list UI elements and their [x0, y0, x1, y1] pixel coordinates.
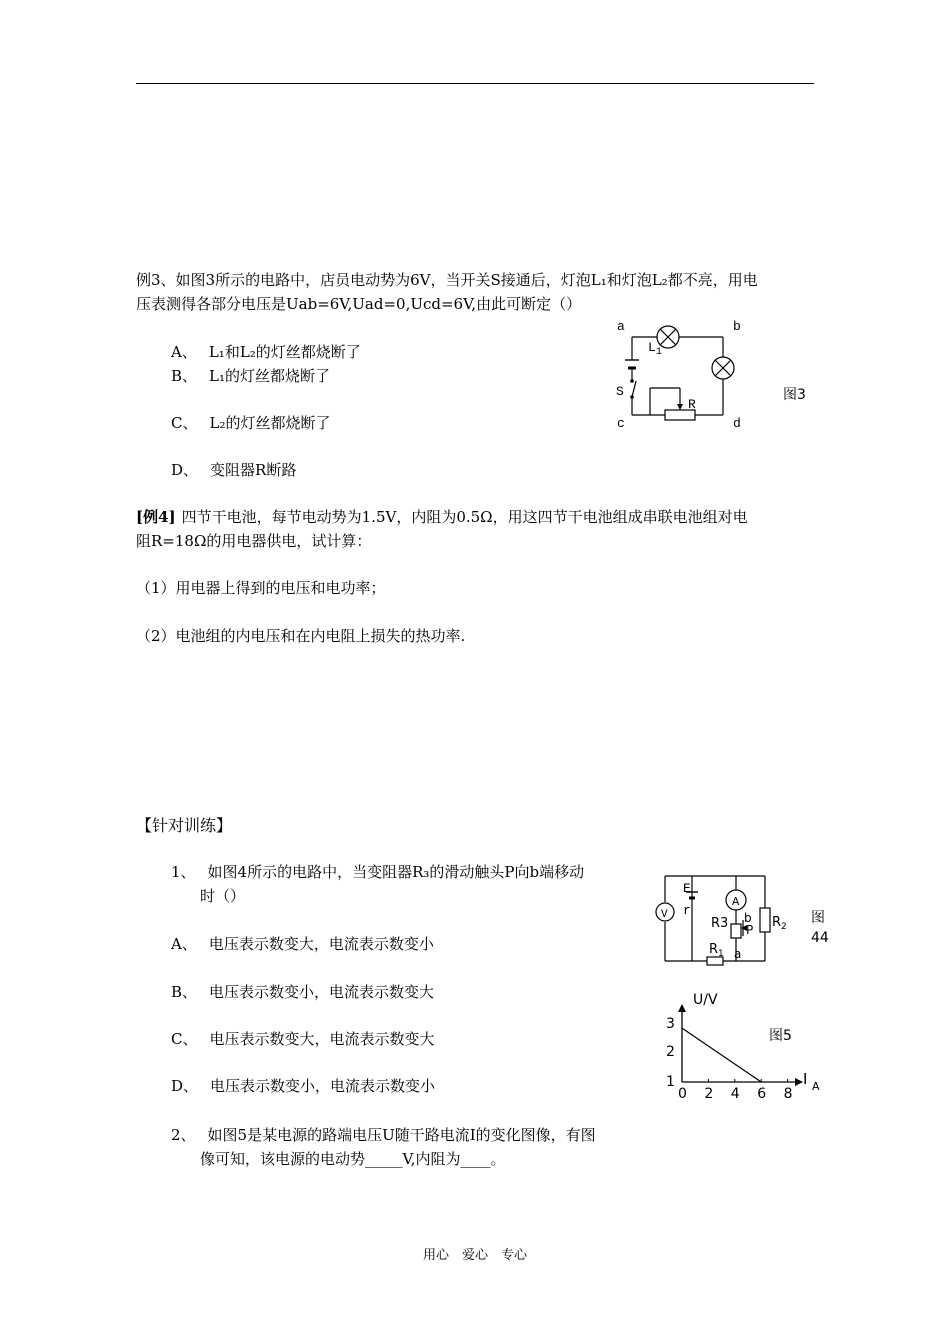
figure5-chart — [655, 990, 830, 1110]
label-r3: R3 — [711, 916, 729, 931]
figure3-caption: 图3 — [783, 387, 806, 403]
training-heading: 【针对训练】 — [136, 816, 233, 835]
figure4-circuit — [650, 868, 835, 968]
example3-option-a: A、 L₁和L₂的灯丝都烧断了 — [171, 343, 361, 361]
training-q1-line1: 1、 如图4所示的电路中，当变阻器R₃的滑动触头P向b端移动 — [171, 863, 585, 881]
data-line — [682, 1028, 761, 1082]
x-tick-label: 2 — [704, 1086, 714, 1102]
figure3-circuit — [600, 315, 830, 435]
switch-label: S — [616, 384, 624, 399]
x-tick-label: 6 — [757, 1086, 767, 1102]
training-q1-option-d: D、 电压表示数变小，电流表示数变小 — [171, 1077, 436, 1095]
label-r: r — [683, 903, 691, 918]
figure5-caption: 图5 — [769, 1028, 792, 1044]
label-a: a — [734, 947, 742, 961]
y-axis-label: U/V — [693, 992, 718, 1008]
example4-q2: （2）电池组的内电压和在内电阻上损失的热功率. — [136, 627, 466, 645]
y-tick-label: 3 — [666, 1016, 675, 1032]
example4-line2: 阻R=18Ω的用电器供电，试计算： — [136, 532, 372, 550]
y-tick-label: 2 — [666, 1044, 675, 1060]
example4-tag: [例4] — [136, 508, 176, 526]
label-p: P — [746, 923, 754, 937]
svg-text:V: V — [661, 909, 668, 921]
y-tick-label: 1 — [666, 1074, 675, 1090]
example3-option-c: C、 L₂的灯丝都烧断了 — [171, 414, 331, 432]
header-rule — [136, 83, 814, 84]
x-axis-label: I — [803, 1070, 808, 1088]
footer: 用心 爱心 专心 — [422, 1248, 527, 1263]
label-r2: $R_2$ — [772, 915, 787, 932]
rheostat-r3 — [731, 924, 741, 938]
training-q1-line2: 时（） — [200, 887, 246, 905]
label-e: E — [683, 881, 691, 896]
example4-line1: [例4] 四节干电池，每节电动势为1.5V，内阻为0.5Ω，用这四节干电池组成串联电池组对电 — [136, 508, 748, 526]
node-a: a — [617, 319, 625, 334]
figure4-caption-2: 44 — [811, 930, 829, 946]
x-tick-label: 8 — [783, 1086, 793, 1102]
node-b: b — [733, 319, 741, 334]
resistor-r2 — [760, 908, 770, 932]
training-q2-line2: 像可知，该电源的电动势_____V,内阻为____。 — [200, 1150, 506, 1168]
node-d: d — [733, 416, 741, 431]
example3-option-d: D、 变阻器R断路 — [171, 461, 297, 479]
lamp-l1-label: $L_1$ — [648, 340, 662, 358]
example3-line2: 压表测得各部分电压是Uab=6V,Uad=0,Ucd=6V,由此可断定（） — [136, 295, 582, 313]
rheostat-label: R — [688, 397, 696, 412]
figure4-caption-1: 图 — [811, 910, 825, 926]
label-r1: $R_1$ — [709, 942, 724, 959]
label-b: b — [744, 911, 752, 925]
node-c: c — [617, 416, 625, 431]
training-q1-option-a: A、 电压表示数变大，电流表示数变小 — [171, 935, 434, 953]
example4-q1: （1）用电器上得到的电压和电功率； — [136, 579, 386, 597]
training-q2-line1: 2、 如图5是某电源的路端电压U随干路电流I的变化图像，有图 — [171, 1126, 596, 1144]
x-tick-label: 0 — [678, 1086, 687, 1102]
example3-line1: 例3、如图3所示的电路中，店员电动势为6V，当开关S接通后，灯泡L₁和灯泡L₂都不亮，用电 — [136, 271, 758, 289]
x-tick-label: 4 — [730, 1086, 740, 1102]
training-q1-option-c: C、 电压表示数变大，电流表示数变大 — [171, 1030, 435, 1048]
svg-text:A: A — [732, 895, 740, 909]
training-q1-option-b: B、 电压表示数变小，电流表示数变大 — [171, 983, 435, 1001]
example3-option-b: B、 L₁的灯丝都烧断了 — [171, 367, 331, 385]
x-axis-unit: A — [812, 1080, 820, 1093]
